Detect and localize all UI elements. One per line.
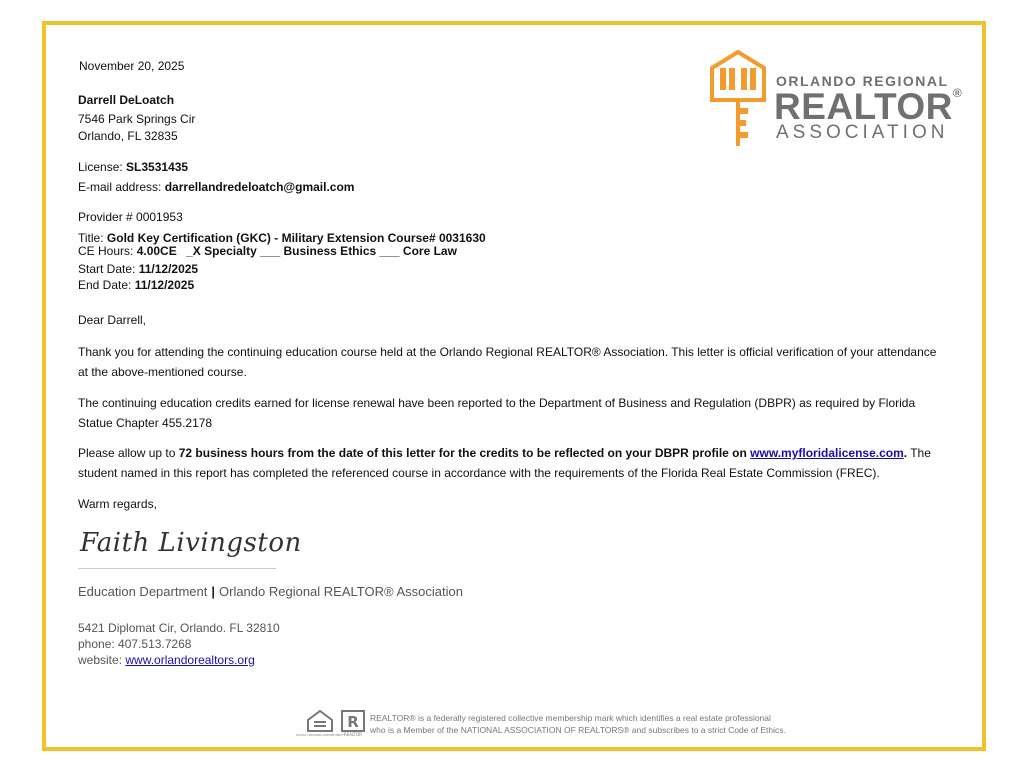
paragraph-2: The continuing education credits earned for license renewal have been reported to the Department of Business and Regulation (DBPR) as required by Florida Statue Chapter 455.2178 xyxy=(78,396,916,430)
org-website: website: www.orlandorealtors.org xyxy=(78,653,255,667)
org-phone: phone: 407.513.7268 xyxy=(78,637,192,651)
realtor-r-icon xyxy=(340,709,366,737)
letter-date: November 20, 2025 xyxy=(79,59,185,73)
ce-hours: CE Hours: 4.00CE _X Specialty ___ Business Ethics ___ Core Law xyxy=(78,244,457,258)
closing: Warm regards, xyxy=(78,497,157,511)
provider: Provider # 0001953 xyxy=(78,210,183,224)
address-line1: 7546 Park Springs Cir xyxy=(78,112,196,126)
course-title: Title: Gold Key Certification (GKC) - Military Extension Course# 0031630 xyxy=(78,231,486,245)
signature-line xyxy=(78,568,276,569)
svg-text:REALTOR: REALTOR xyxy=(343,732,363,737)
start-date: Start Date: 11/12/2025 xyxy=(78,262,199,276)
logo-line2: REALTOR® xyxy=(774,86,963,127)
signature: Faith Livingston xyxy=(80,528,302,558)
dbpr-link[interactable]: www.myfloridalicense.com xyxy=(750,446,904,460)
license: License: SL3531435 xyxy=(78,160,189,174)
department-line: Education Department | Orlando Regional REALTOR® Association xyxy=(78,584,463,599)
equal-housing-icon xyxy=(296,709,344,737)
org-address: 5421 Diplomat Cir, Orlando. FL 32810 xyxy=(78,621,280,635)
recipient-name: Darrell DeLoatch xyxy=(78,93,175,107)
email: E-mail address: darrellandredeloatch@gmail.com xyxy=(78,180,355,194)
address-line2: Orlando, FL 32835 xyxy=(78,129,178,143)
footer-disclaimer: REALTOR® is a federally registered collective membership mark which identifies a real estate professional who is a Member of the NATIONAL ASSOCIATION OF REALTORS® and subscribes to a strict Code of Ethics. xyxy=(370,713,786,735)
website-link[interactable]: www.orlandorealtors.org xyxy=(125,653,255,667)
paragraph-3: Please allow up to 72 business hours from the date of this letter for the credits to be reflected on your DBPR profile on www.myfloridalicense.com. The student named in this report has completed the referenced course in accordance with the requirements of the Florida Real Estate Commission (FREC). xyxy=(78,446,931,480)
logo-line1: ORLANDO REGIONAL xyxy=(776,73,949,89)
svg-text:R: R xyxy=(347,713,359,731)
end-date: End Date: 11/12/2025 xyxy=(78,278,195,292)
logo-line3: ASSOCIATION xyxy=(776,122,949,143)
paragraph-1: Thank you for attending the continuing education course held at the Orlando Regional REALTOR® Association. This letter is official verification of your attendance at the above-mentioned course. xyxy=(78,345,937,379)
svg-text:EQUAL HOUSING OPPORTUNITY: EQUAL HOUSING OPPORTUNITY xyxy=(296,733,344,737)
salutation: Dear Darrell, xyxy=(78,313,147,327)
